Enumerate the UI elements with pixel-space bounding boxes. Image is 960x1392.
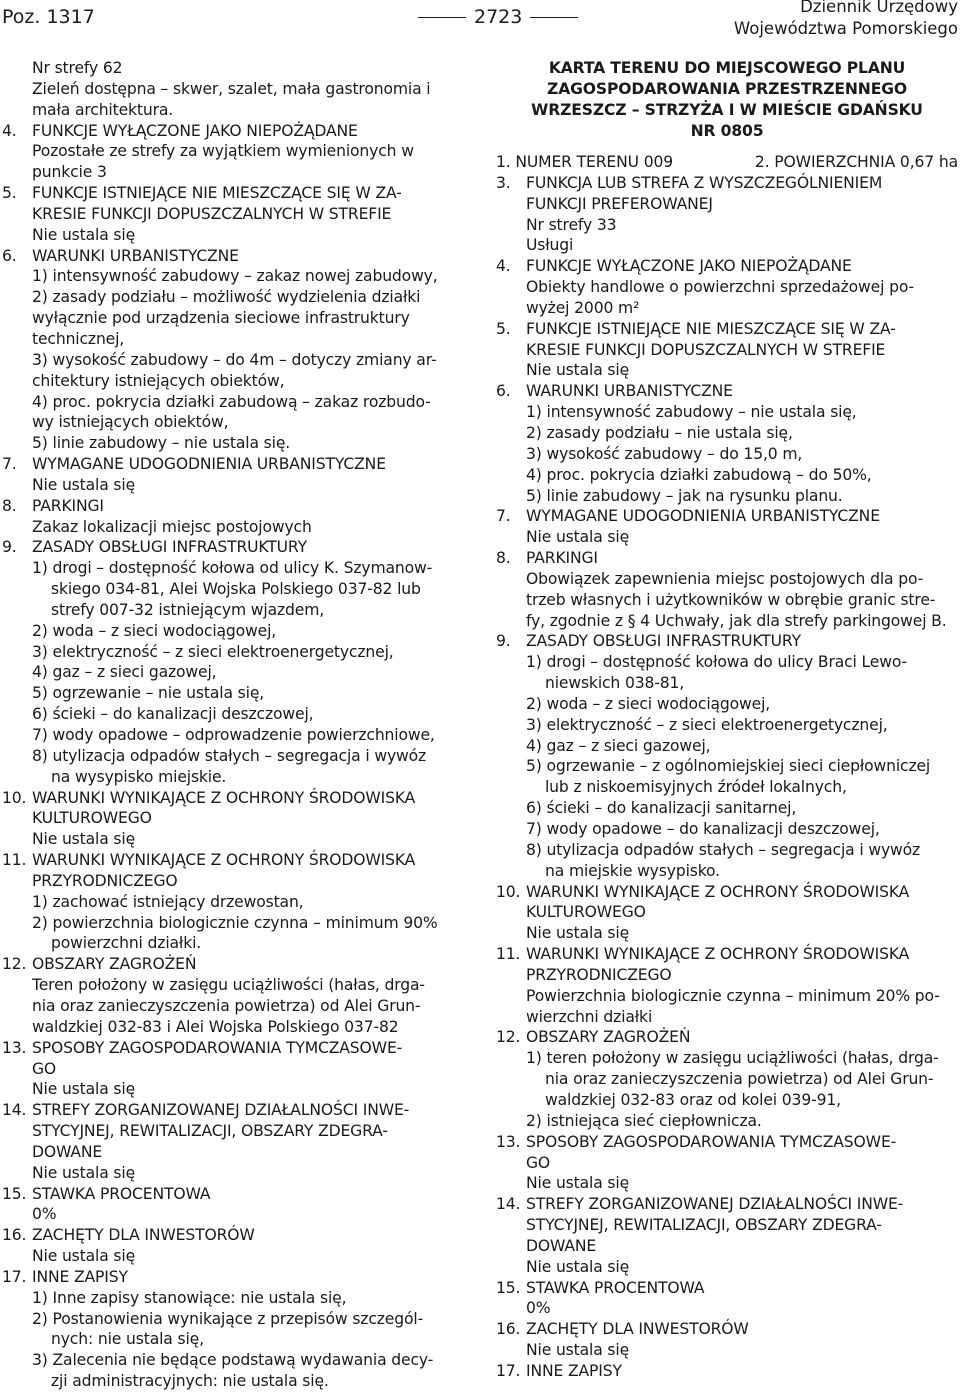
card-title-line: ZAGOSPODAROWANIA PRZESTRZENNEGO bbox=[547, 80, 907, 98]
section-heading bbox=[496, 1132, 958, 1153]
text-line: 5) linie zabudowy – jak na rysunku planu. bbox=[526, 486, 843, 505]
text-line: Nie ustala się bbox=[526, 1257, 630, 1276]
section-heading bbox=[496, 944, 958, 965]
section-title: FUNKCJE WYŁĄCZONE JAKO NIEPOŻĄDANE bbox=[526, 257, 852, 276]
section-number: 10. bbox=[496, 882, 521, 901]
section-number: 11. bbox=[496, 945, 521, 964]
section-number: 7. bbox=[2, 455, 17, 474]
section-title: OBSZARY ZAGROŻEŃ bbox=[526, 1028, 691, 1047]
section-heading bbox=[496, 319, 958, 340]
section-title: STREFY ZORGANIZOWANEJ DZIAŁALNOŚCI INWE- bbox=[32, 1101, 410, 1120]
section-heading bbox=[496, 882, 958, 903]
text-line: trzeb własnych i użytkowników w obrębie granic stre- bbox=[526, 590, 936, 609]
section-title: FUNKCJE ISTNIEJĄCE NIE MIESZCZĄCE SIĘ W ZA- bbox=[32, 184, 402, 203]
section-number: 9. bbox=[496, 632, 511, 651]
section-number: 5. bbox=[496, 319, 511, 338]
journal-line-1: Dziennik Urzędowy bbox=[800, 0, 958, 16]
text-line: 4) proc. pokrycia działki zabudową – do 50%, bbox=[526, 465, 872, 484]
text-line: lub z niskoemisyjnych źródeł lokalnych, bbox=[545, 778, 847, 797]
text-line: Nr strefy 62 bbox=[32, 59, 123, 77]
text-line: nia oraz zanieczyszczenia powietrza) od Alei Grun- bbox=[545, 1070, 934, 1089]
text-line: punkcie 3 bbox=[32, 163, 107, 182]
text-line: STYCYJNEJ, REWITALIZACJI, OBSZARY ZDEGRA- bbox=[526, 1216, 882, 1235]
section-heading bbox=[2, 850, 464, 871]
text-line: 2) powierzchnia biologicznie czynna – minimum 90% bbox=[32, 913, 438, 932]
text-line: Obowiązek zapewnienia miejsc postojowych dla po- bbox=[526, 569, 924, 588]
text-line: Nie ustala się bbox=[526, 924, 630, 943]
spacer bbox=[496, 142, 958, 152]
section-heading bbox=[496, 1027, 958, 1048]
text-line: Teren położony w zasięgu uciążliwości (hałas, drga- bbox=[32, 976, 425, 995]
section-number: 10. bbox=[2, 788, 27, 807]
rule-right bbox=[530, 17, 578, 18]
section-heading bbox=[2, 496, 464, 517]
section-heading bbox=[2, 954, 464, 975]
section-title: ZACHĘTY DLA INWESTORÓW bbox=[526, 1320, 749, 1339]
text-line: 5) ogrzewanie – nie ustala się, bbox=[32, 684, 265, 703]
page-label: Poz. 1317 bbox=[2, 6, 95, 28]
text-line: STYCYJNEJ, REWITALIZACJI, OBSZARY ZDEGRA- bbox=[32, 1122, 388, 1141]
text-line: 5) linie zabudowy – nie ustala się. bbox=[32, 434, 291, 453]
card-title-line: WRZESZCZ – STRZYŻA I W MIEŚCIE GDAŃSKU bbox=[531, 101, 923, 119]
text-line: Nie ustala się bbox=[32, 225, 136, 244]
section-title: WARUNKI WYNIKAJĄCE Z OCHRONY ŚRODOWISKA bbox=[32, 851, 416, 870]
text-line: 3) wysokość zabudowy – do 15,0 m, bbox=[526, 444, 803, 463]
section-title: ZACHĘTY DLA INWESTORÓW bbox=[32, 1226, 255, 1245]
section-title: WARUNKI URBANISTYCZNE bbox=[526, 382, 733, 401]
section-heading bbox=[2, 788, 464, 809]
text-line: skiego 034-81, Alei Wojska Polskiego 037-82 lub bbox=[51, 580, 421, 599]
section-title: FUNKCJE WYŁĄCZONE JAKO NIEPOŻĄDANE bbox=[32, 121, 358, 140]
section-title: ZASADY OBSŁUGI INFRASTRUKTURY bbox=[32, 538, 307, 557]
text-line: 1) teren położony w zasięgu uciążliwości (hałas, drga- bbox=[526, 1049, 939, 1068]
journal-line-2: Województwa Pomorskiego bbox=[733, 19, 958, 38]
section-heading bbox=[2, 1267, 464, 1288]
text-line: 4) proc. pokrycia działki zabudową – zakaz rozbudo- bbox=[32, 392, 431, 411]
text-line: wyżej 2000 m² bbox=[526, 298, 640, 317]
right-lines bbox=[496, 173, 958, 1382]
terrain-number: 1. NUMER TERENU 009 bbox=[496, 153, 674, 171]
text-line: 8) utylizacja odpadów stałych – segregacja i wywóz bbox=[32, 746, 427, 765]
text-line: Nie ustala się bbox=[32, 1163, 136, 1182]
text-line: 1) intensywność zabudowy – nie ustala się, bbox=[526, 403, 857, 422]
card-title bbox=[496, 58, 958, 142]
section-heading bbox=[496, 631, 958, 652]
text-line: na miejskie wysypisko. bbox=[545, 861, 720, 880]
text-line: 3) wysokość zabudowy – do 4m – dotyczy zmiany ar- bbox=[32, 350, 437, 369]
text-line: KULTUROWEGO bbox=[526, 903, 646, 922]
section-title: WARUNKI URBANISTYCZNE bbox=[32, 246, 239, 265]
text-line: 1) drogi – dostępność kołowa do ulicy Braci Lewo- bbox=[526, 653, 908, 672]
text-line: 2) zasady podziału – możliwość wydzielenia działki bbox=[32, 288, 421, 307]
section-title: STAWKA PROCENTOWA bbox=[526, 1278, 705, 1297]
text-line: 0% bbox=[526, 1299, 551, 1318]
text-line: waldzkiej 032-83 oraz od kolei 039-91, bbox=[545, 1090, 841, 1109]
text-line: 1) zachować istniejący drzewostan, bbox=[32, 892, 304, 911]
section-heading bbox=[496, 1278, 958, 1299]
page-number: 2723 bbox=[474, 6, 523, 28]
section-title: PARKINGI bbox=[32, 496, 104, 515]
card-title-line: NR 0805 bbox=[690, 122, 764, 140]
text-line: mała architektura. bbox=[32, 100, 174, 119]
text-line: wierzchni działki bbox=[526, 1007, 653, 1026]
section-title: STAWKA PROCENTOWA bbox=[32, 1184, 211, 1203]
section-title: WYMAGANE UDOGODNIENIA URBANISTYCZNE bbox=[32, 455, 386, 474]
text-line: niewskich 038-81, bbox=[545, 674, 685, 693]
text-line: Nie ustala się bbox=[32, 475, 136, 494]
section-title: OBSZARY ZAGROŻEŃ bbox=[32, 955, 197, 974]
text-line: 6) ścieki – do kanalizacji deszczowej, bbox=[32, 705, 314, 724]
section-number: 14. bbox=[2, 1101, 27, 1120]
text-line: DOWANE bbox=[526, 1236, 597, 1255]
text-line: 7) wody opadowe – do kanalizacji deszczowej, bbox=[526, 820, 880, 838]
section-number: 13. bbox=[496, 1132, 521, 1151]
section-title: ZASADY OBSŁUGI INFRASTRUKTURY bbox=[526, 632, 801, 651]
section-heading bbox=[2, 454, 464, 475]
section-heading bbox=[496, 381, 958, 402]
text-line: GO bbox=[32, 1059, 57, 1078]
section-number: 14. bbox=[496, 1195, 521, 1214]
text-line: Nie ustala się bbox=[526, 1174, 630, 1193]
area-row bbox=[496, 152, 958, 173]
section-title: FUNKCJE ISTNIEJĄCE NIE MIESZCZĄCE SIĘ W ZA- bbox=[526, 319, 896, 338]
section-heading bbox=[2, 183, 464, 204]
section-number: 16. bbox=[496, 1320, 521, 1339]
text-line: KRESIE FUNKCJI DOPUSZCZALNYCH W STREFIE bbox=[526, 340, 886, 359]
text-line: 2) Postanowienia wynikające z przepisów szczegól- bbox=[32, 1309, 424, 1328]
section-number: 15. bbox=[2, 1184, 27, 1203]
text-line: 3) elektryczność – z sieci elektroenergetycznej, bbox=[32, 642, 394, 661]
journal-title bbox=[734, 0, 958, 40]
section-number: 6. bbox=[2, 246, 17, 265]
text-line: 3) elektryczność – z sieci elektroenergetycznej, bbox=[526, 715, 888, 734]
text-line: 8) utylizacja odpadów stałych – segregacja i wywóz bbox=[526, 840, 921, 859]
section-heading bbox=[2, 1038, 464, 1059]
section-number: 7. bbox=[496, 507, 511, 526]
right-column bbox=[496, 58, 958, 1382]
text-line: technicznej, bbox=[32, 329, 125, 348]
page-header bbox=[0, 0, 960, 44]
text-line: KULTUROWEGO bbox=[32, 809, 152, 828]
section-number: 13. bbox=[2, 1038, 27, 1057]
text-line: Nie ustala się bbox=[32, 1080, 136, 1099]
rule-left bbox=[418, 17, 466, 18]
section-number: 3. bbox=[496, 173, 511, 192]
text-line: fy, zgodnie z § 4 Uchwały, jak dla strefy parkingowej B. bbox=[526, 611, 947, 630]
text-line: 1) Inne zapisy stanowiące: nie ustala się, bbox=[32, 1288, 347, 1307]
section-title: WARUNKI WYNIKAJĄCE Z OCHRONY ŚRODOWISKA bbox=[526, 945, 910, 964]
section-number: 16. bbox=[2, 1226, 27, 1245]
section-number: 17. bbox=[2, 1267, 27, 1286]
text-line: 1) drogi – dostępność kołowa od ulicy K. Szymanow- bbox=[32, 559, 433, 578]
section-number: 4. bbox=[2, 121, 17, 140]
text-line: Usługi bbox=[526, 236, 574, 255]
text-line: 2) zasady podziału – nie ustala się, bbox=[526, 423, 793, 442]
text-line: na wysypisko miejskie. bbox=[51, 767, 227, 786]
section-heading bbox=[2, 537, 464, 558]
section-heading bbox=[2, 1100, 464, 1121]
section-number: 4. bbox=[496, 257, 511, 276]
section-title: SPOSOBY ZAGOSPODAROWANIA TYMCZASOWE- bbox=[32, 1038, 403, 1057]
text-line: PRZYRODNICZEGO bbox=[32, 871, 178, 890]
section-heading bbox=[496, 256, 958, 277]
section-heading bbox=[496, 548, 958, 569]
text-line: Powierzchnia biologicznie czynna – minimum 20% po- bbox=[526, 986, 940, 1005]
text-line: chitektury istniejących obiektów, bbox=[32, 371, 285, 390]
section-title: FUNKCJA LUB STREFA Z WYSZCZEGÓLNIENIEM bbox=[526, 173, 883, 192]
section-heading bbox=[2, 1184, 464, 1205]
section-title: SPOSOBY ZAGOSPODAROWANIA TYMCZASOWE- bbox=[526, 1132, 897, 1151]
text-line: strefy 007-32 istniejącym wjazdem, bbox=[51, 600, 325, 619]
section-number: 17. bbox=[496, 1361, 521, 1380]
section-heading bbox=[496, 506, 958, 527]
text-line: 7) wody opadowe – odprowadzenie powierzchniowe, bbox=[32, 726, 435, 744]
section-heading bbox=[496, 173, 958, 194]
card-title-line: KARTA TERENU DO MIEJSCOWEGO PLANU bbox=[548, 59, 906, 77]
text-line: Pozostałe ze strefy za wyjątkiem wymienionych w bbox=[32, 142, 414, 161]
text-line: 0% bbox=[32, 1205, 57, 1224]
text-line: nia oraz zanieczyszczenia powietrza) od Alei Grun- bbox=[32, 996, 421, 1015]
text-line: Nr strefy 33 bbox=[526, 215, 617, 234]
section-number: 9. bbox=[2, 538, 17, 557]
page-number-wrap bbox=[410, 6, 586, 28]
text-line: zji administracyjnych: nie ustala się. bbox=[51, 1372, 329, 1391]
text-line: powierzchni działki. bbox=[51, 934, 202, 953]
text-line: Nie ustala się bbox=[32, 830, 136, 849]
section-title: STREFY ZORGANIZOWANEJ DZIAŁALNOŚCI INWE- bbox=[526, 1195, 904, 1214]
text-line: 4) gaz – z sieci gazowej, bbox=[32, 663, 217, 682]
section-title: WYMAGANE UDOGODNIENIA URBANISTYCZNE bbox=[526, 507, 880, 526]
text-line: DOWANE bbox=[32, 1142, 103, 1161]
left-column bbox=[2, 58, 464, 1392]
text-line: KRESIE FUNKCJI DOPUSZCZALNYCH W STREFIE bbox=[32, 204, 392, 223]
section-title: WARUNKI WYNIKAJĄCE Z OCHRONY ŚRODOWISKA bbox=[526, 882, 910, 901]
text-line: Nie ustala się bbox=[526, 1341, 630, 1360]
section-number: 12. bbox=[496, 1028, 521, 1047]
section-heading bbox=[2, 121, 464, 142]
text-line: Zakaz lokalizacji miejsc postojowych bbox=[32, 517, 312, 536]
text-line: 3) Zalecenia nie będące podstawą wydawania decy- bbox=[32, 1351, 434, 1370]
section-heading bbox=[496, 1194, 958, 1215]
text-line: 2) istniejąca sieć ciepłownicza. bbox=[526, 1111, 762, 1130]
text-line: wyłącznie pod urządzenia sieciowe infrastruktury bbox=[32, 309, 410, 328]
section-number: 15. bbox=[496, 1278, 521, 1297]
section-number: 8. bbox=[496, 549, 511, 568]
text-line: 5) ogrzewanie – z ogólnomiejskiej sieci ciepłowniczej bbox=[526, 757, 931, 776]
section-number: 8. bbox=[2, 496, 17, 515]
text-line: 1) intensywność zabudowy – zakaz nowej zabudowy, bbox=[32, 267, 438, 286]
section-title: INNE ZAPISY bbox=[526, 1361, 622, 1380]
section-heading bbox=[496, 1361, 958, 1382]
text-line: 4) gaz – z sieci gazowej, bbox=[526, 736, 711, 755]
terrain-area: 2. POWIERZCHNIA 0,67 ha bbox=[754, 153, 958, 171]
text-line: Obiekty handlowe o powierzchni sprzedażowej po- bbox=[526, 278, 915, 297]
text-line: Nie ustala się bbox=[32, 1247, 136, 1266]
text-line: wy istniejących obiektów, bbox=[32, 413, 229, 432]
section-heading bbox=[496, 1319, 958, 1340]
section-number: 11. bbox=[2, 851, 27, 870]
text-line: PRZYRODNICZEGO bbox=[526, 965, 672, 984]
text-line: Zieleń dostępna – skwer, szalet, mała gastronomia i bbox=[32, 79, 431, 98]
text-line: waldzkiej 032-83 i Alei Wojska Polskiego 037-82 bbox=[32, 1017, 399, 1036]
text-line: 2) woda – z sieci wodociągowej, bbox=[526, 694, 771, 713]
section-title: INNE ZAPISY bbox=[32, 1267, 128, 1286]
text-line: nych: nie ustala się, bbox=[51, 1330, 204, 1349]
section-number: 6. bbox=[496, 382, 511, 401]
text-line: Nie ustala się bbox=[526, 361, 630, 380]
section-heading bbox=[2, 246, 464, 267]
section-number: 12. bbox=[2, 955, 27, 974]
section-title: PARKINGI bbox=[526, 549, 598, 568]
section-title: WARUNKI WYNIKAJĄCE Z OCHRONY ŚRODOWISKA bbox=[32, 788, 416, 807]
text-line: Nie ustala się bbox=[526, 528, 630, 547]
section-number: 5. bbox=[2, 184, 17, 203]
text-line: FUNKCJI PREFEROWANEJ bbox=[526, 194, 713, 213]
text-line: 6) ścieki – do kanalizacji sanitarnej, bbox=[526, 799, 797, 818]
text-line: GO bbox=[526, 1153, 551, 1172]
text-line: 2) woda – z sieci wodociągowej, bbox=[32, 621, 277, 640]
section-heading bbox=[2, 1225, 464, 1246]
